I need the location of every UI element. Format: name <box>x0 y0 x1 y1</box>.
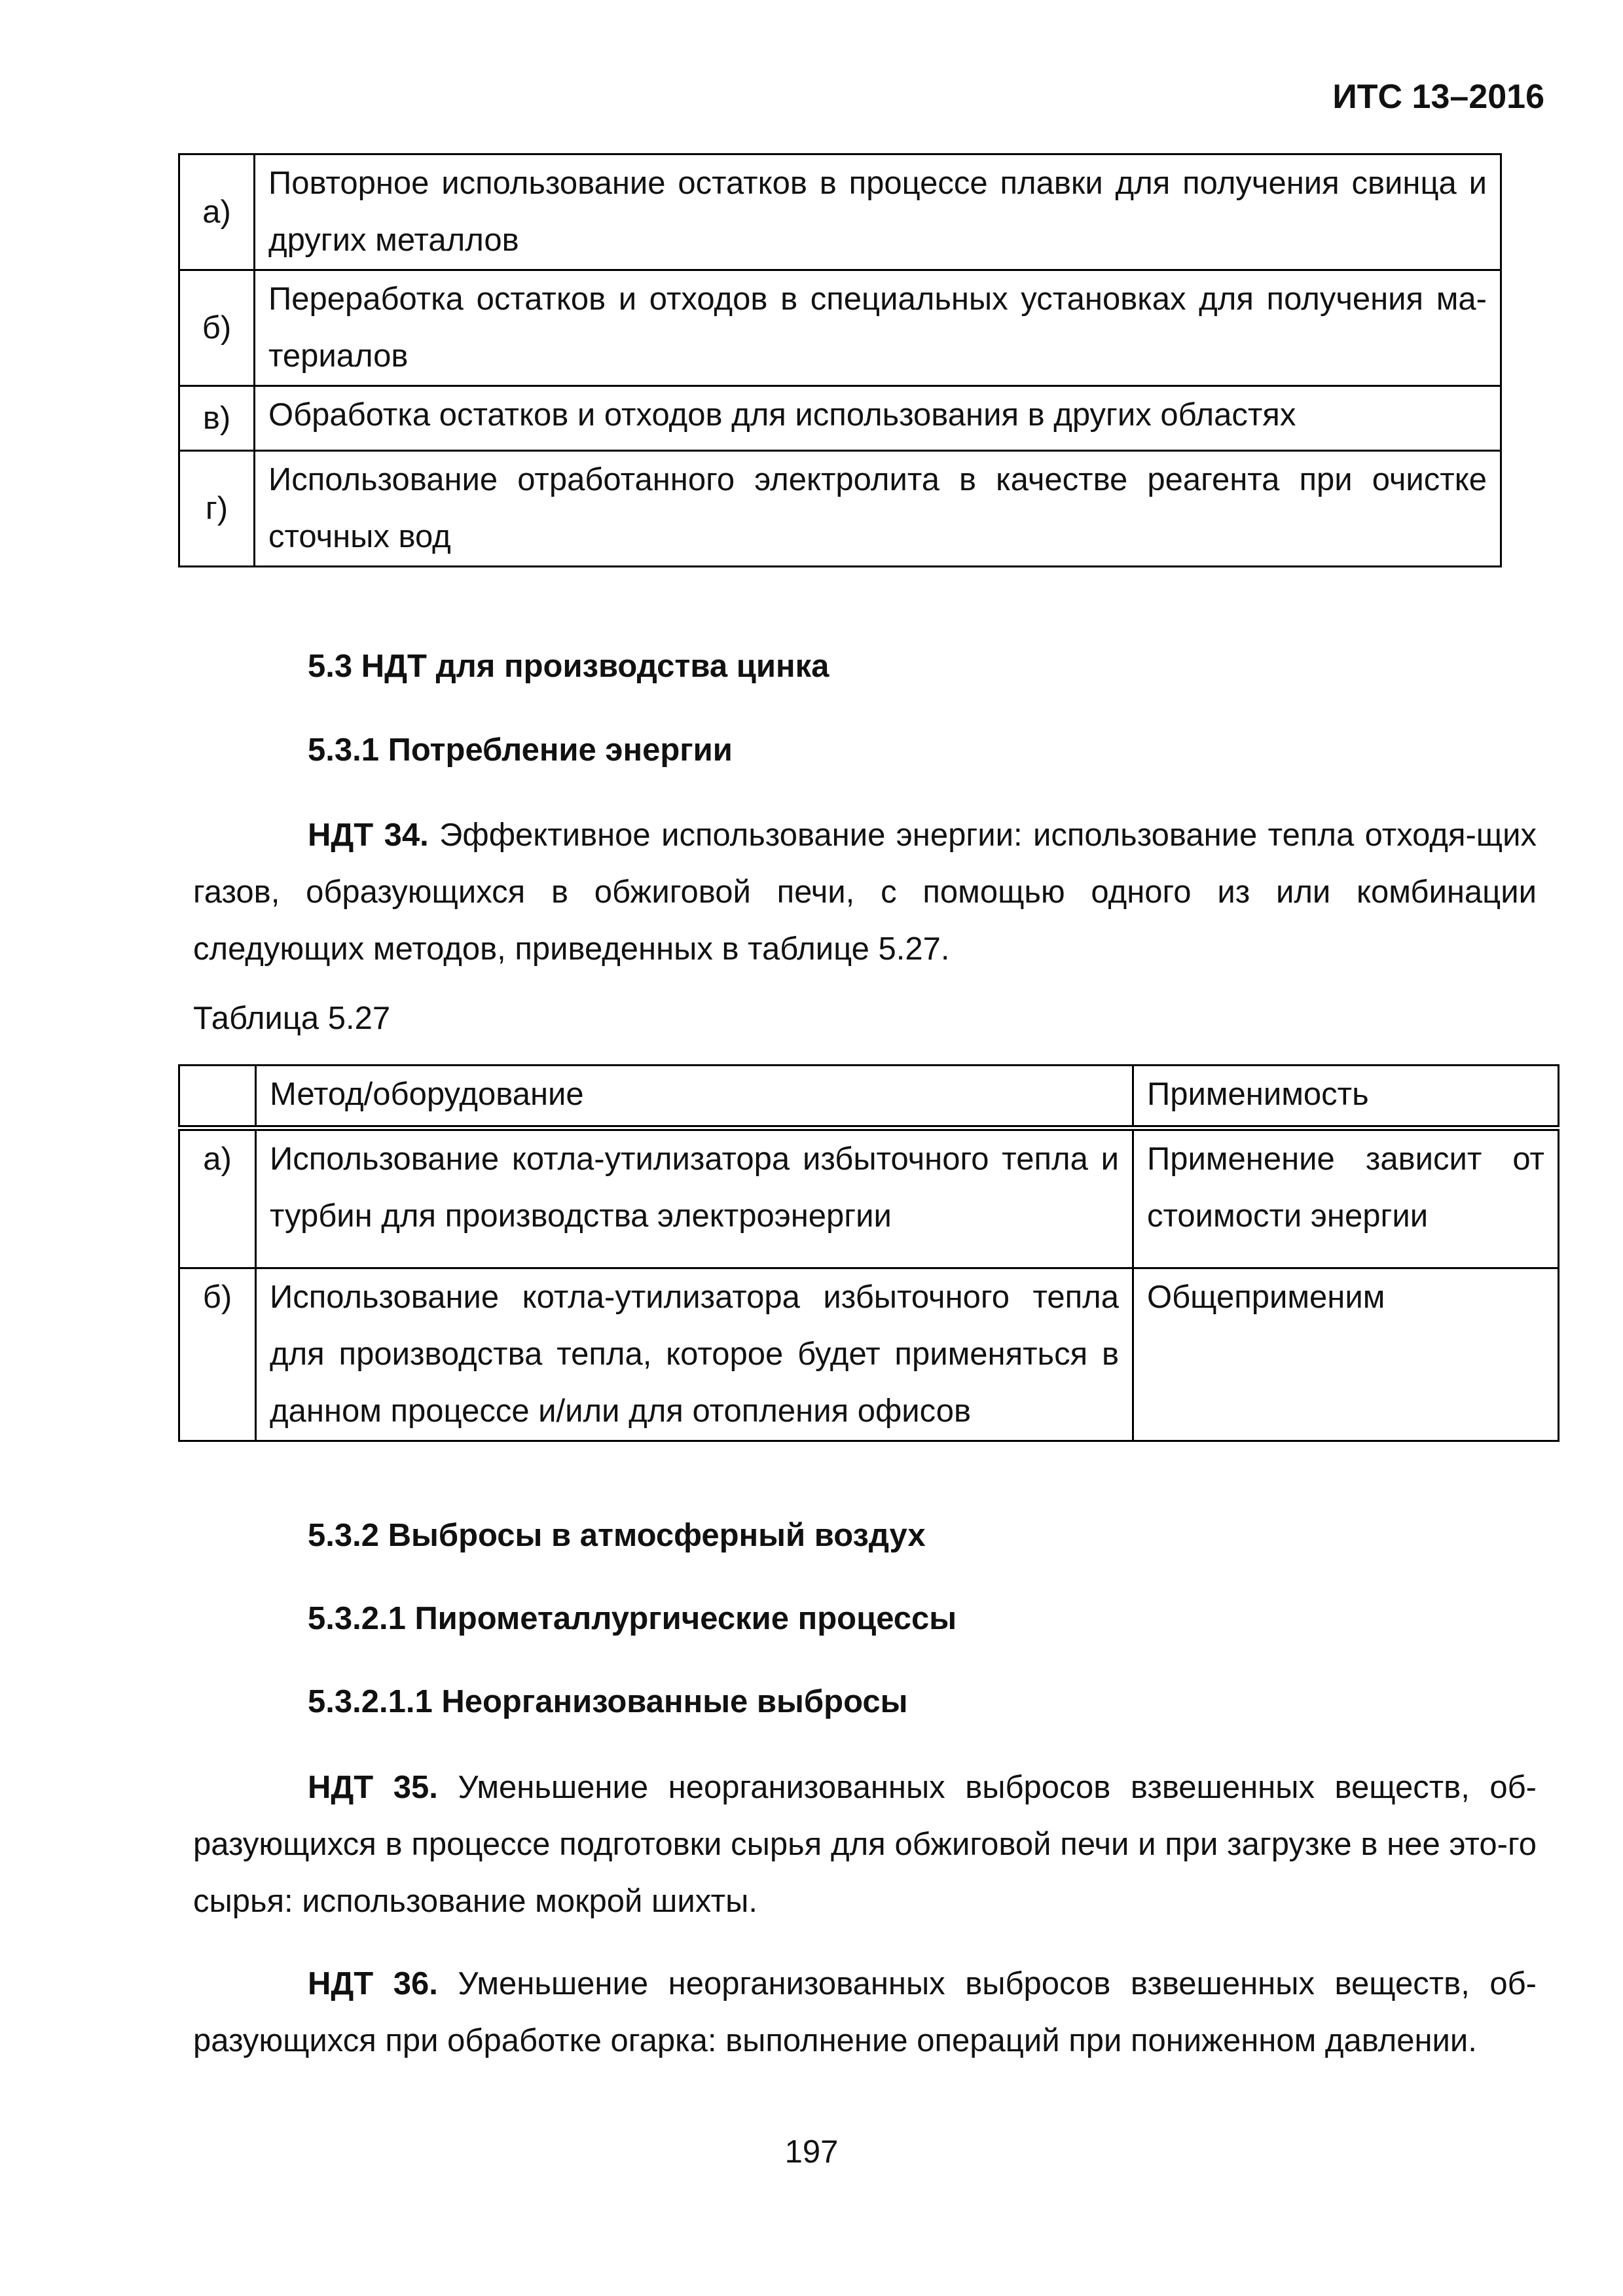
row-method: Использование котла-утилизатора избыточного тепла для производства тепла, которое будет применяться в данном процессе и/или для отопления офисов <box>256 1268 1133 1441</box>
row-applicability: Применение зависит от стоимости энергии <box>1133 1128 1559 1268</box>
section-heading: 5.3.1 Потребление энергии <box>308 732 733 768</box>
methods-table <box>178 1064 1559 1442</box>
page-number: 197 <box>784 2134 839 2170</box>
row-applicability: Общеприменим <box>1133 1268 1559 1441</box>
ndt-label: НДТ 35. <box>308 1770 438 1805</box>
section-heading: 5.3.2 Выбросы в атмосферный воздух <box>308 1518 926 1553</box>
options-table <box>178 153 1502 567</box>
row-label: г) <box>179 451 255 567</box>
table-row <box>179 1268 1559 1441</box>
ndt35-paragraph <box>193 1759 1537 1930</box>
row-text: Обработка остатков и отходов для использования в других областях <box>255 386 1501 451</box>
row-label: б) <box>179 270 255 386</box>
header-empty <box>179 1066 256 1128</box>
ndt-label: НДТ 34. <box>308 817 429 853</box>
table-row <box>179 270 1501 386</box>
section-heading: 5.3 НДТ для производства цинка <box>308 649 830 684</box>
table-caption: Таблица 5.27 <box>193 1001 391 1036</box>
ndt34-paragraph <box>193 807 1537 978</box>
ndt-label: НДТ 36. <box>308 1966 438 2001</box>
ndt-text: Эффективное использование энергии: использование тепла отходя-щих газов, образующихся в обжиговой печи, с помощью одного из или комбинации следующих методов, приведенных в таблице 5.27. <box>193 817 1537 967</box>
ndt-text: Уменьшение неорганизованных выбросов взвешенных веществ, об-разующихся при обработке огарка: выполнение операций при пониженном давлении. <box>193 1966 1537 2058</box>
table-row <box>179 386 1501 451</box>
header-applicability: Применимость <box>1133 1066 1559 1128</box>
table-row <box>179 1128 1559 1268</box>
table-row <box>179 451 1501 567</box>
row-text: Переработка остатков и отходов в специальных установках для получения ма-териалов <box>255 270 1501 386</box>
table-row <box>179 154 1501 270</box>
row-text: Повторное использование остатков в процессе плавки для получения свинца и других металлов <box>255 154 1501 270</box>
row-text: Использование отработанного электролита в качестве реагента при очистке сточных вод <box>255 451 1501 567</box>
table-header-row <box>179 1066 1559 1128</box>
row-label: а) <box>179 1128 256 1268</box>
row-label: б) <box>179 1268 256 1441</box>
row-label: а) <box>179 154 255 270</box>
section-heading: 5.3.2.1.1 Неорганизованные выбросы <box>308 1684 908 1719</box>
ndt-text: Уменьшение неорганизованных выбросов взвешенных веществ, об-разующихся в процессе подготовки сырья для обжиговой печи и при загрузке в нее это-го сырья: использование мокрой шихты. <box>193 1770 1537 1919</box>
ndt36-paragraph <box>193 1956 1537 2070</box>
section-heading: 5.3.2.1 Пирометаллургические процессы <box>308 1601 957 1636</box>
header-method: Метод/оборудование <box>256 1066 1133 1128</box>
row-method: Использование котла-утилизатора избыточного тепла и турбин для производства электроэнергии <box>256 1128 1133 1268</box>
document-code: ИТС 13–2016 <box>1332 78 1544 116</box>
row-label: в) <box>179 386 255 451</box>
